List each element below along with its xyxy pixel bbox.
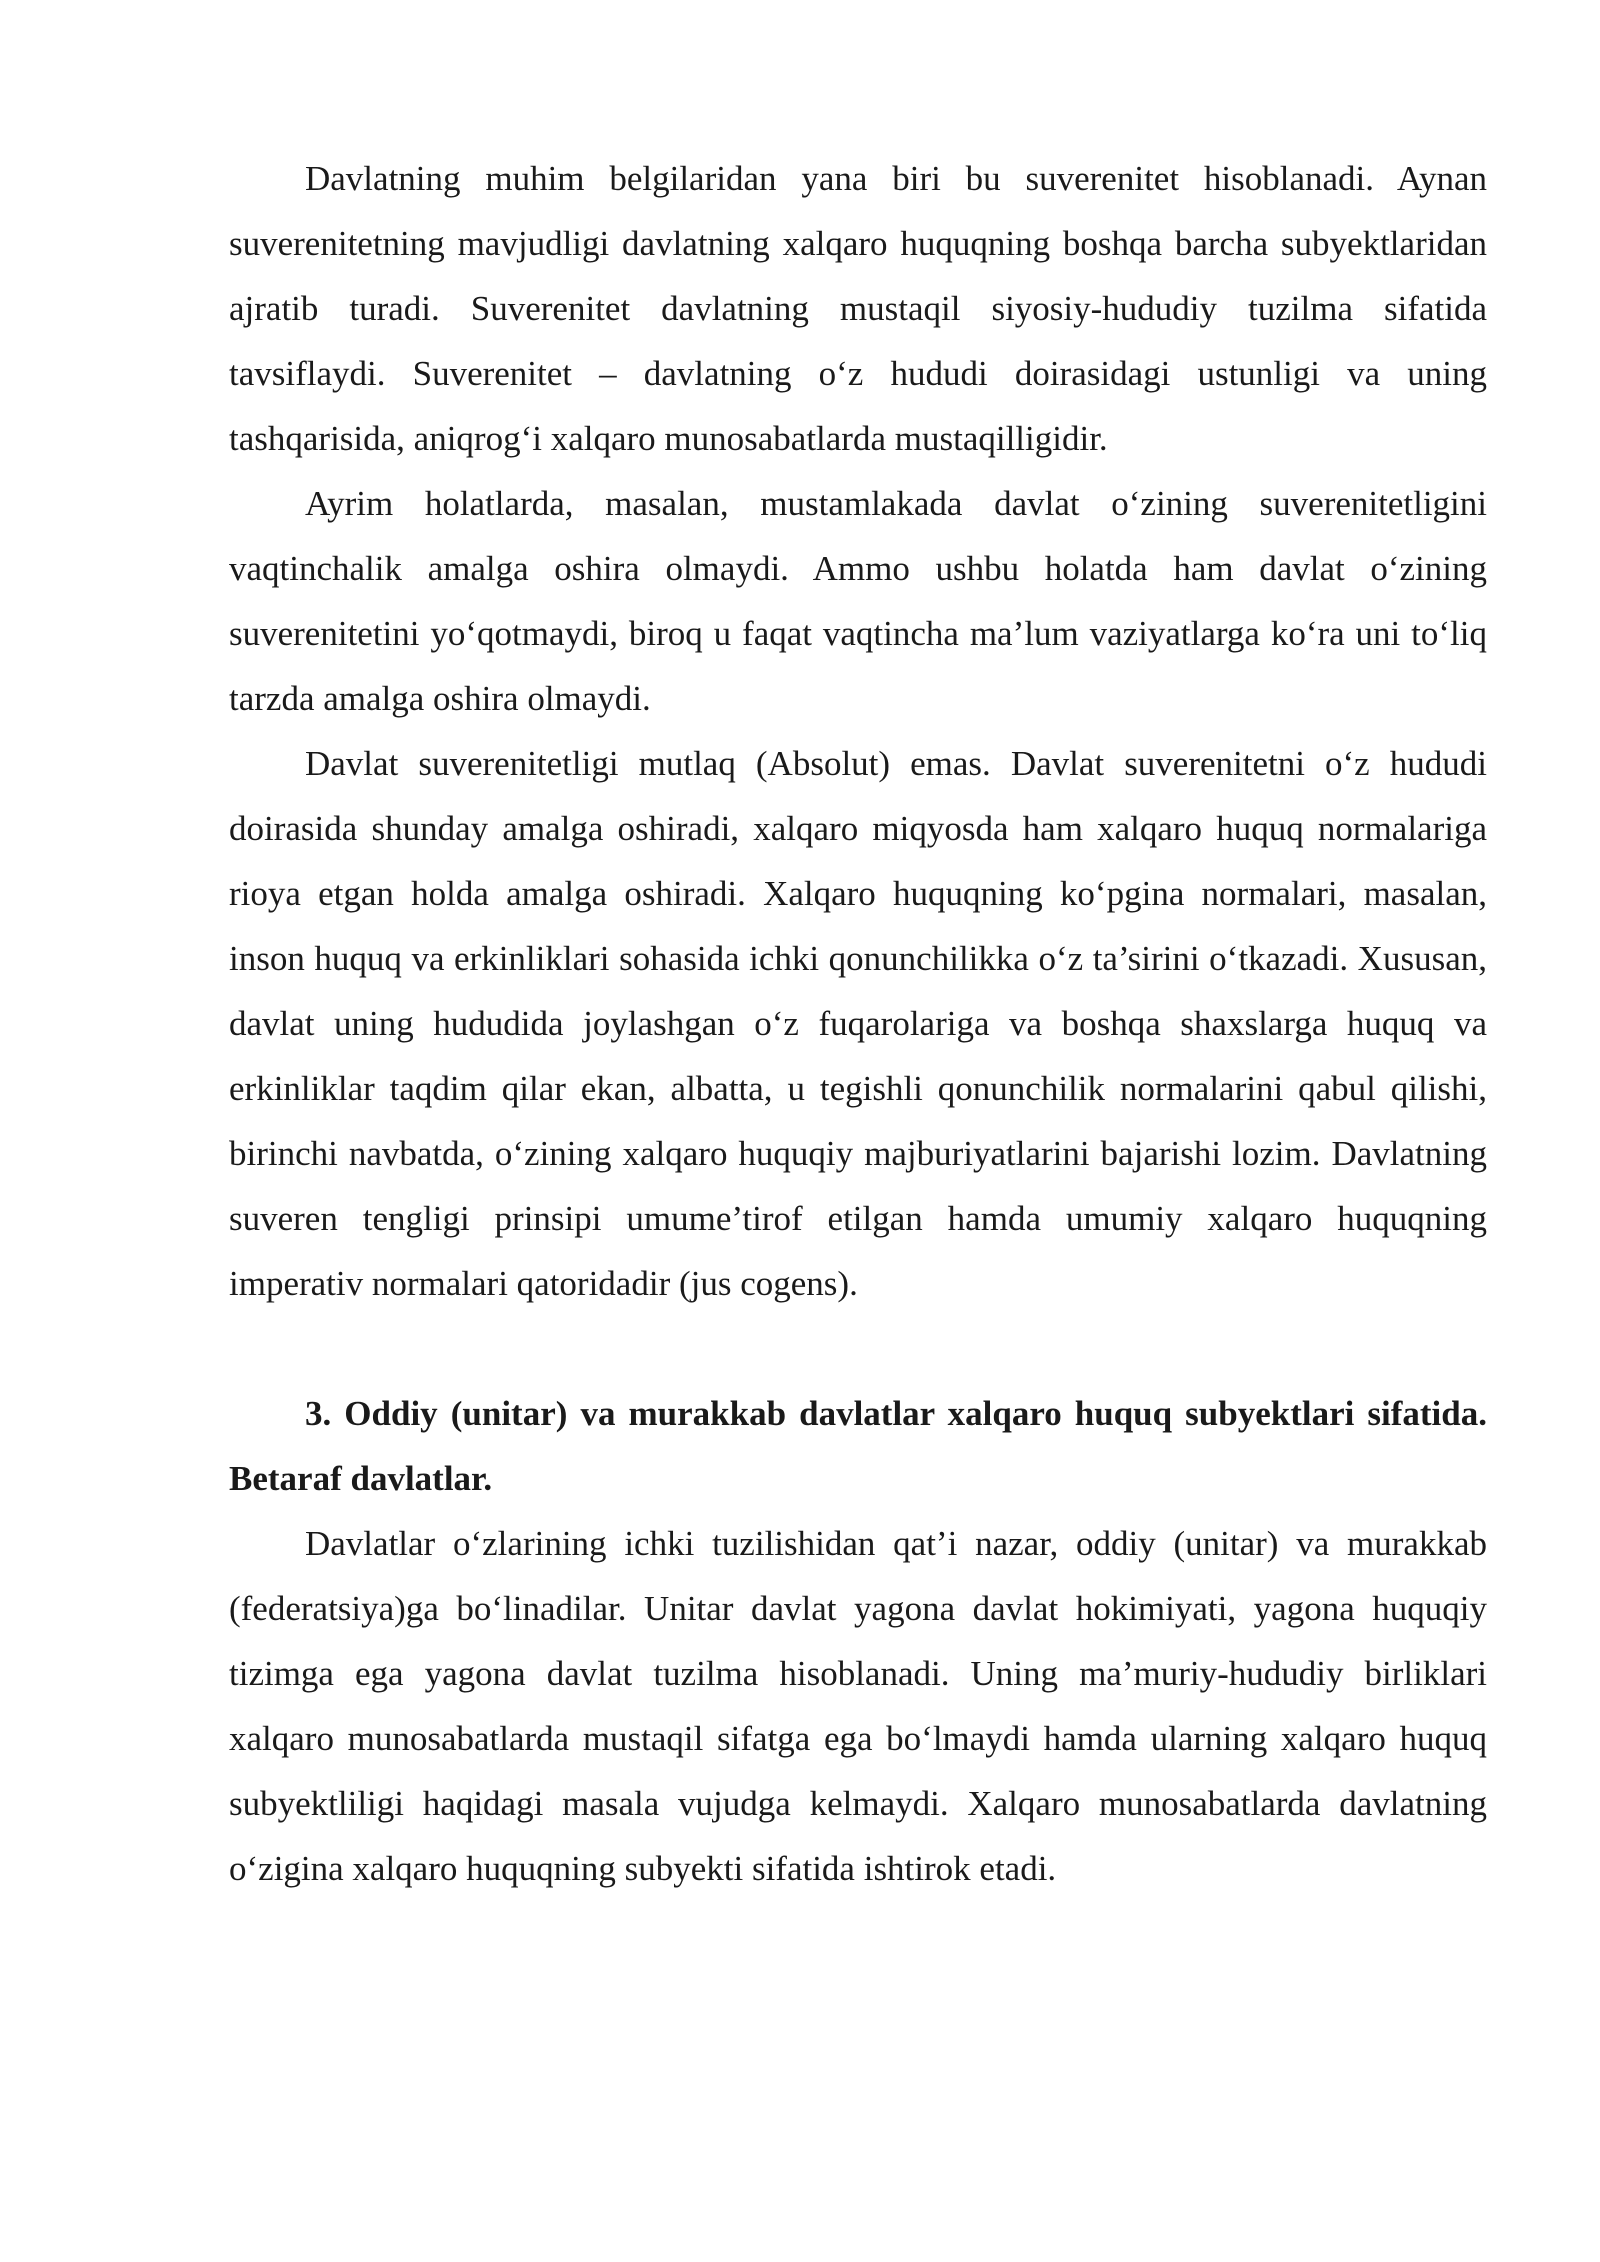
paragraph-colonial-cases: Ayrim holatlarda, masalan, mustamlakada davlat o‘zining suverenitetligini vaqtinchalik amalga oshira olmaydi. Ammo ushbu holatda ham davlat o‘zining suverenitetini yo‘qotmaydi, biroq u faqat vaqtincha ma’lum vaziyatlarga ko‘ra uni to‘liq tarzda amalga oshira olmaydi. <box>229 484 1487 718</box>
section-heading: 3. Oddiy (unitar) va murakkab davlatlar xalqaro huquq subyektlari sifatida. Betaraf davlatlar. <box>229 1394 1487 1498</box>
paragraph-sovereignty-definition: Davlatning muhim belgilaridan yana biri bu suverenitet hisoblanadi. Aynan suverenitetning mavjudligi davlatning xalqaro huquqning boshqa barcha subyektlaridan ajratib turadi. Suverenitet davlatning mustaqil siyosiy-hududiy tuzilma sifatida tavsiflaydi. Suverenitet – davlatning o‘z hududi doirasidagi ustunligi va uning tashqarisida, aniqrog‘i xalqaro munosabatlarda mustaqilligidir. <box>229 159 1487 458</box>
paragraph-unitary-federal: Davlatlar o‘zlarining ichki tuzilishidan qat’i nazar, oddiy (unitar) va murakkab (federatsiya)ga bo‘linadilar. Unitar davlat yagona davlat hokimiyati, yagona huquqiy tizimga ega yagona davlat tuzilma hisoblanadi. Uning ma’muriy-hududiy birliklari xalqaro munosabatlarda mustaqil sifatga ega bo‘lmaydi hamda ularning xalqaro huquq subyektliligi haqidagi masala vujudga kelmaydi. Xalqaro munosabatlarda davlatning o‘zigina xalqaro huquqning subyekti sifatida ishtirok etadi. <box>229 1524 1487 1888</box>
document-page <box>229 146 1487 1901</box>
paragraph-sovereignty-limits: Davlat suverenitetligi mutlaq (Absolut) emas. Davlat suverenitetni o‘z hududi doirasida shunday amalga oshiradi, xalqaro miqyosda ham xalqaro huquq normalariga rioya etgan holda amalga oshiradi. Xalqaro huquqning ko‘pgina normalari, masalan, inson huquq va erkinliklari sohasida ichki qonunchilikka o‘z ta’sirini o‘tkazadi. Xususan, davlat uning hududida joylashgan o‘z fuqarolariga va boshqa shaxslarga huquq va erkinliklar taqdim qilar ekan, albatta, u tegishli qonunchilik normalarini qabul qilishi, birinchi navbatda, o‘zining xalqaro huquqiy majburiyatlarini bajarishi lozim. Davlatning suveren tengligi prinsipi umume’tirof etilgan hamda umumiy xalqaro huquqning imperativ normalari qatoridadir (jus cogens). <box>229 744 1487 1303</box>
